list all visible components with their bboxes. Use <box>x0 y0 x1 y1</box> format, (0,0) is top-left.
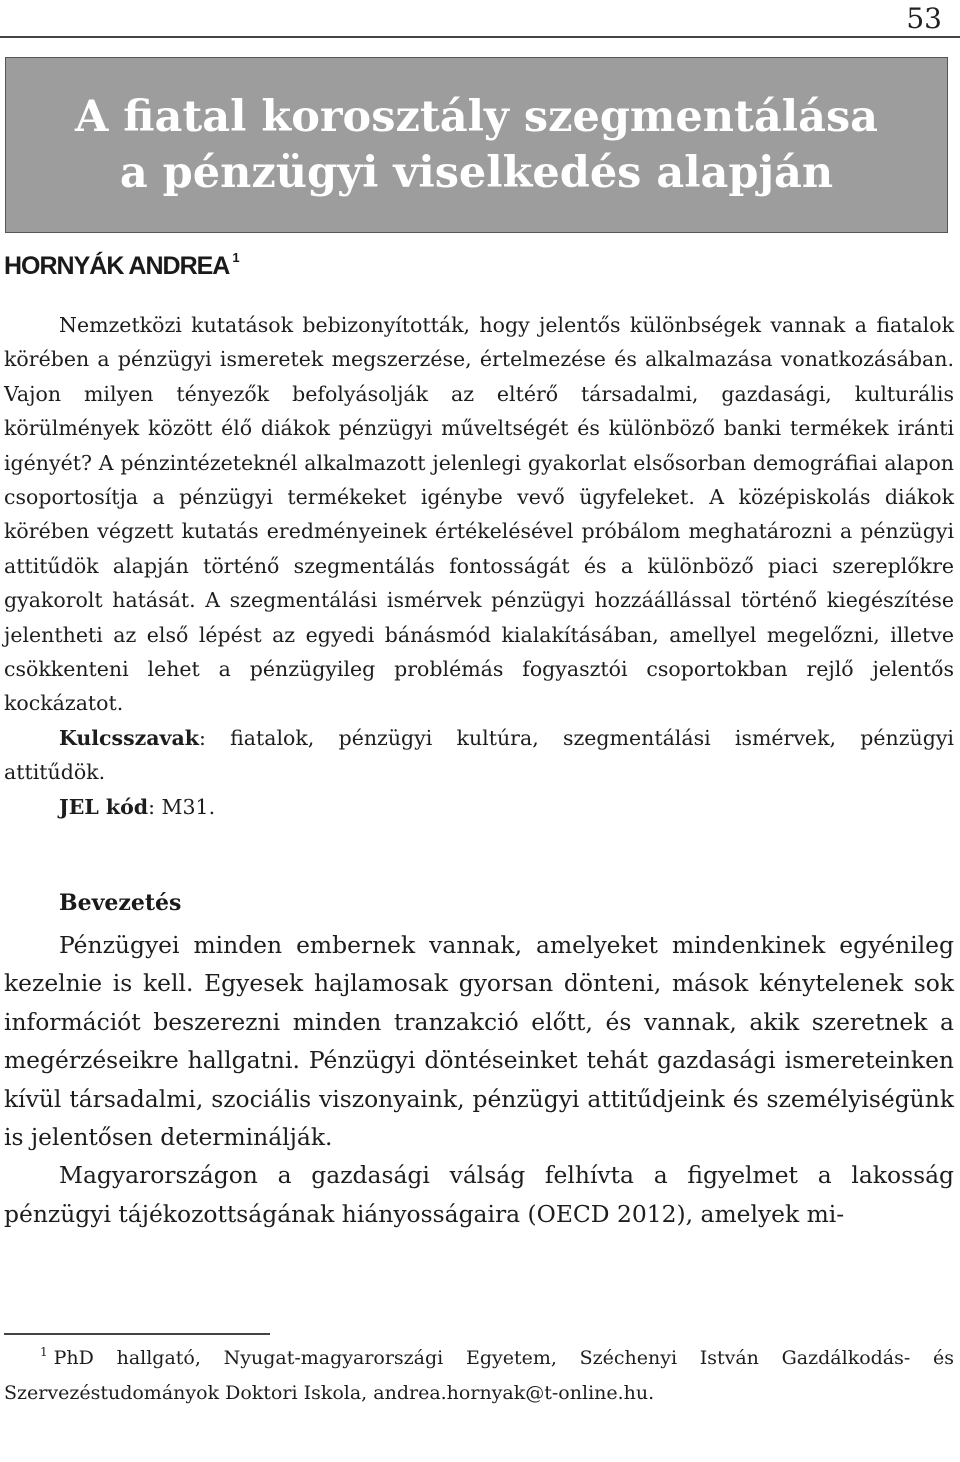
abstract-text: Nemzetközi kutatások bebizonyították, hogy jelentős különbségek vannak a fiatalok körében a pénzügyi ismeretek megszerzése, értelmezése és alkalmazása vonatkozásában. Vajon milyen tényezők befolyásolják az eltérő társadalmi, gazdasági, kulturális körülmények között élő diákok pénzügyi műveltségét és különböző banki termékek iránti igényét? A pénzintézeteknél alkalmazott jelenlegi gyakorlat elsősorban demográfiai alapon csoportosítja a pénzügyi termékeket igénybe vevő ügyfeleket. A középiskolás diákok körében végzett kutatás eredményeinek értékelésével próbálom meghatározni a pénzügyi attitűdök alapján történő szegmentálás fontosságát és a különböző piaci szereplőkre gyakorolt hatását. A szegmentálási ismérvek pénzügyi hozzáállással történő kiegészítése jelentheti az első lépést az egyedi bánásmód kialakításában, amellyel megelőzni, illetve csökkenteni lehet a pénzügyileg problémás fogyasztói csoportokban rejlő jelentős kockázatot. <box>4 313 954 716</box>
author <box>4 249 240 281</box>
title-line-2: a pénzügyi viselkedés alapján <box>119 148 834 198</box>
jel-value: : M31. <box>148 794 216 819</box>
author-name: HORNYÁK ANDREA <box>4 252 230 280</box>
footnote-text: PhD hallgató, Nyugat-magyarországi Egyetem, Széchenyi István Gazdálkodás- és Szervezéstudományok Doktori Iskola, andrea.hornyak@t-online.hu. <box>4 1347 954 1404</box>
jel-code <box>4 790 954 824</box>
top-rule <box>0 36 960 38</box>
title-line-1: A fiatal korosztály szegmentálása <box>74 92 879 142</box>
body-text <box>4 926 954 1233</box>
keywords-value: : fiatalok, pénzügyi kultúra, szegmentálási ismérvek, pénzügyi attitűdök. <box>4 725 954 785</box>
body-paragraph-2: Magyarországon a gazdasági válság felhívta a figyelmet a lakosság pénzügyi tájékozottságának hiányosságaira (OECD 2012), amelyek mi- <box>4 1161 954 1228</box>
footnote-rule <box>4 1333 270 1335</box>
body-paragraph-1: Pénzügyei minden embernek vannak, amelyeket mindenkinek egyénileg kezelnie is kell. Egyesek hajlamosak gyorsan dönteni, mások kénytelenek sok információt beszerezni minden tranzakció előtt, és vannak, akik szeretnek a megérzéseikre hallgatni. Pénzügyi döntéseinket tehát gazdasági ismereteinken kívül társadalmi, szociális viszonyaink, pénzügyi attitűdjeink és személyiségünk is jelentősen determinálják. <box>4 931 954 1152</box>
keywords-label: Kulcsszavak <box>59 725 199 750</box>
keywords <box>4 721 954 790</box>
footnote <box>4 1342 954 1410</box>
footnote-mark: 1 <box>40 1345 48 1359</box>
abstract <box>4 308 954 824</box>
author-footnote-mark: 1 <box>232 249 240 265</box>
section-heading: Bevezetés <box>59 890 182 916</box>
page-number: 53 <box>906 2 942 35</box>
title-box <box>5 57 948 233</box>
jel-label: JEL kód <box>59 794 149 819</box>
